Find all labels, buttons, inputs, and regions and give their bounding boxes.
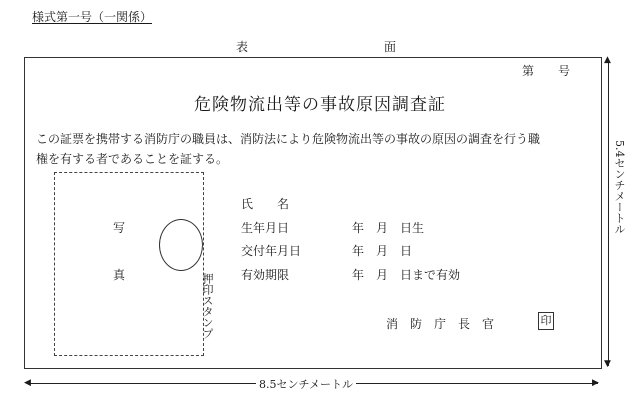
- field-label-issue-date: 交付年月日: [241, 244, 302, 258]
- seal-mark: 印: [538, 312, 554, 330]
- width-dimension-text: 8.5センチメートル: [256, 376, 356, 392]
- certificate-text-line1: この証票を携帯する消防庁の職員は、消防法により危険物流出等の事故の原因の調査を行う職: [36, 132, 541, 146]
- form-label: 様式第一号（一関係）: [32, 10, 153, 24]
- field-label-name: 氏 名: [241, 197, 290, 211]
- side-label-left: 表: [236, 40, 249, 54]
- stamp-circle: [159, 219, 203, 271]
- side-label-right: 面: [384, 40, 397, 54]
- arrow-left-icon: ◀: [24, 378, 31, 388]
- field-value-issue-date: 年 月 日: [352, 244, 413, 258]
- photo-label-bottom: 真: [113, 268, 126, 282]
- height-dimension-text: 5.4センチメートル: [613, 140, 626, 235]
- certificate-number-label: 第 号: [522, 64, 571, 78]
- photo-label-top: 写: [113, 221, 126, 235]
- height-dimension-line: [608, 60, 609, 366]
- field-label-birthdate: 生年月日: [241, 221, 290, 235]
- stamp-note: 押印スタンプ: [201, 273, 214, 339]
- field-label-expiry: 有効期限: [241, 268, 290, 282]
- field-value-birthdate: 年 月 日生: [352, 221, 425, 235]
- certificate-title: 危険物流出等の事故原因調査証: [194, 95, 446, 115]
- field-value-expiry: 年 月 日まで有効: [352, 268, 461, 282]
- arrow-up-icon: ▲: [604, 55, 611, 65]
- issuer-title: 消 防 庁 長 官: [386, 317, 495, 331]
- arrow-right-icon: ▶: [592, 378, 599, 388]
- arrow-down-icon: ▼: [604, 359, 611, 369]
- certificate-text-line2: 権を有する者であることを証する。: [36, 152, 229, 166]
